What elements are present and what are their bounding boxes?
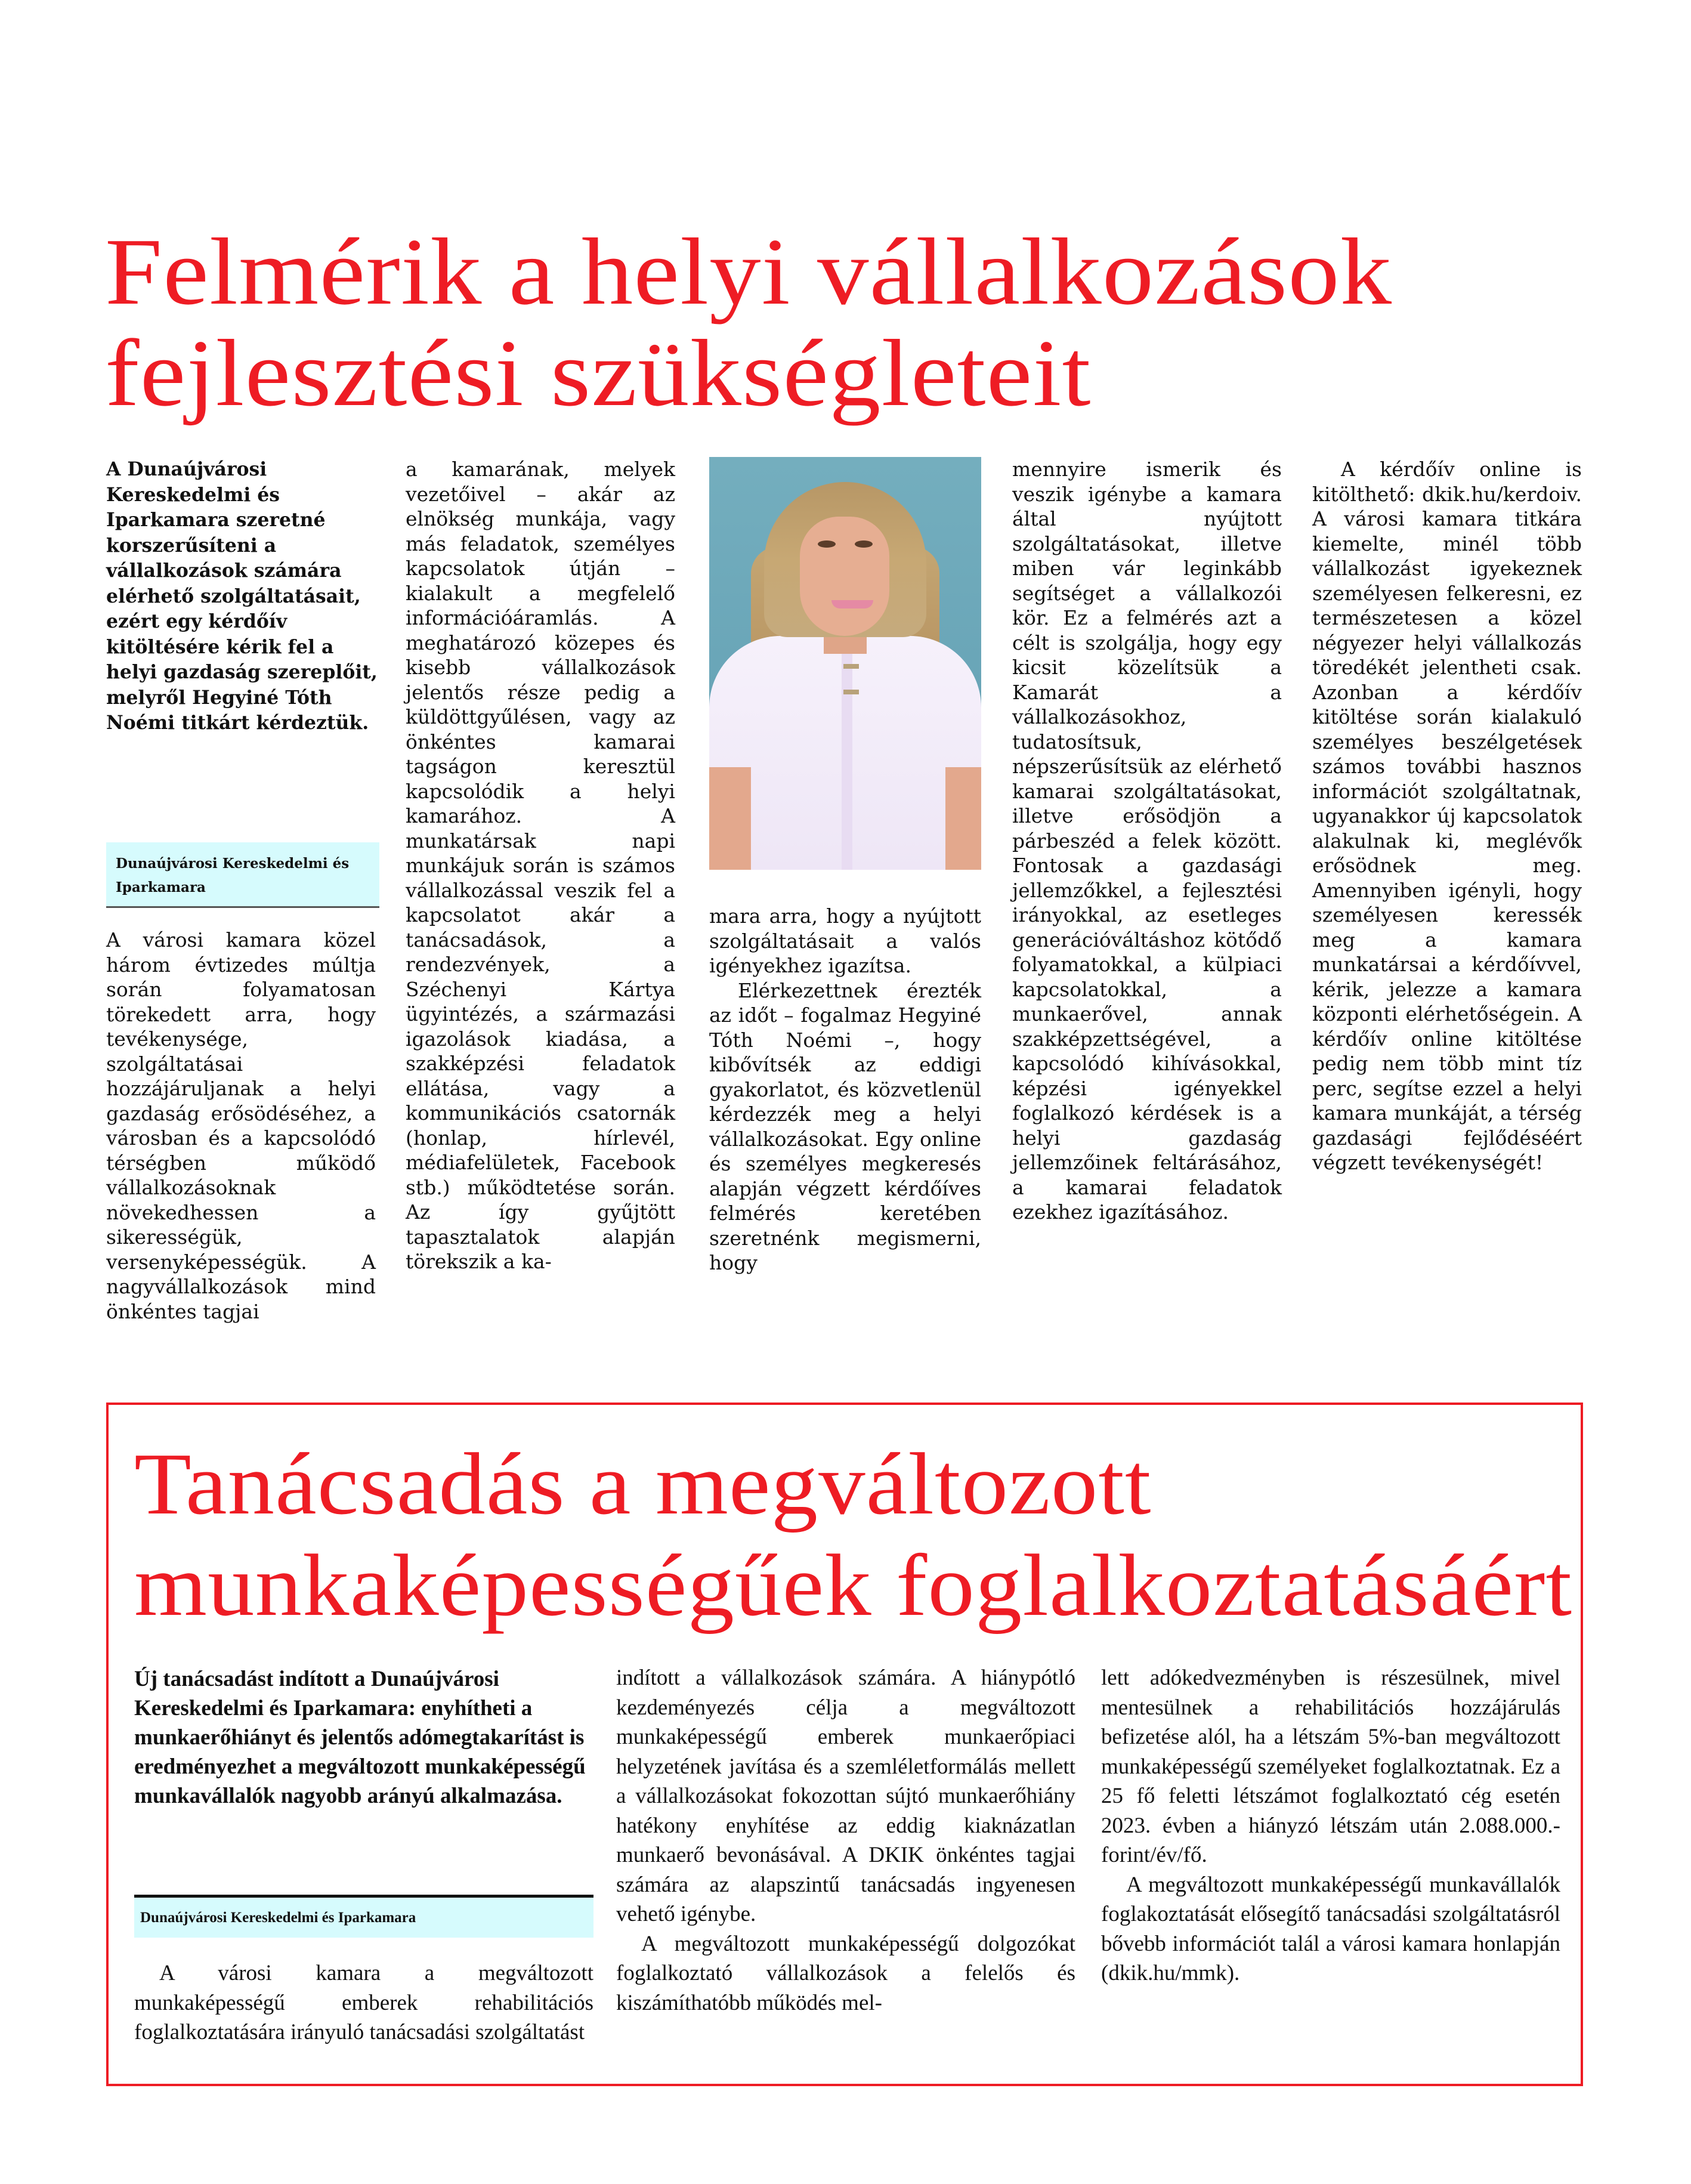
article1-lead: A Dunaújvárosi Kereskedelmi és Iparkamara szeretné korszerűsíteni a vállalkozások számára elérhető szolgáltatásait, ezért egy kérdőív kitöltésére kérik fel a helyi gazdaság szereplőit, melyről Hegyiné Tóth Noémi titkárt kérdeztük. [106,458,378,734]
article1-column-3 [709,904,981,1275]
photo-clasp [843,664,859,669]
article2-column-3 [1101,1663,1560,1988]
paragraph: A megváltozott munkaképességű dolgozókat foglalkoztató vállalkozások a felelős és kiszámíthatóbb működés mel- [616,1931,1075,2015]
photo-arm-left [709,767,751,870]
article2-lead: Új tanácsadást indított a Dunaújvárosi Kereskedelmi és Iparkamara: enyhítheti a munkaerőhiányt és jelentős adómegtakarítást is eredményezhet a megváltozott munkaképességű munkavállalók nagyobb arányú alkalmazása. [134,1667,586,1808]
article1-headline-line2: fejlesztési szükségleteit [105,320,1092,426]
article2-column-1 [134,1959,593,2047]
article1-column-1 [106,928,376,1324]
article1-column-4 [1012,457,1282,1225]
article1-byline: Dunaújvárosi Kereskedelmi és Iparkamara [106,842,379,908]
paragraph: A városi kamara közel három évtizedes múltja során folyamatosan törekedett arra, hogy tevékenysége, szolgáltatásai hozzájáruljanak a helyi gazdaság erősödéséhez, a városban és a kapcsolódó térségben működő vállalkozásoknak növekedhessen a sikerességük, versenyképességük. A nagyvállalkozások mind önkéntes tagjai [106,928,376,1323]
article2-headline-line2: munkaképességűek foglalkoztatásáért [134,1537,1573,1635]
article1-headline-line1: Felmérik a helyi vállalkozások [105,218,1393,325]
paragraph: Elérkezettnek érezték az időt – fogalmaz Hegyiné Tóth Noémi –, hogy kibővítsék az eddigi gyakorlatot, és közvetlenül kérdezzék meg a helyi vállalkozásokat. Egy online és személyes megkeresés alapján végzett kérdőíves felmérés keretében szeretnénk megismerni, hogy [709,978,981,1274]
paragraph: A megváltozott munkaképességű munkavállalók foglakoztatását elősegítő tanácsadási szolgáltatásról bővebb információt talál a városi kamara honlapján (dkik.hu/mmk). [1101,1872,1560,1985]
article1-column-2 [406,457,675,1274]
paragraph: a kamarának, melyek vezetőivel – akár az elnökség munkája, vagy más feladatok, személyes kapcsolatok útján – kialakult a megfelelő információáramlás. A meghatározó közepes és kisebb vállalkozások jelentős része pedig a küldöttgyűlésen, vagy az önkéntes kamarai tagságon keresztül kapcsolódik a helyi kamarához. A munkatársak napi munkájuk során is számos vállalkozással veszik fel a kapcsolatot akár a tanácsadások, a rendezvények, a Széchenyi Kártya ügyintézés, a származási igazolások kiadása, a szakképzési feladatok ellátása, vagy a kommunikációs csatornák (honlap, hírlevél, médiafelületek, Facebook stb.) működtetése során. Az így gyűjtött tapasztalatok alapján törekszik a ka- [406,458,675,1273]
photo-placket [842,654,852,870]
paragraph: lett adókedvezményben is részesülnek, mivel mentesülnek a rehabilitációs hozzájárulás befizetése alól, ha a létszám 5%-ban megváltozott munkaképességű személyeket foglalkoztatnak. Ez a 25 fő feletti létszámot foglalkoztató cég esetén 2023. évben a hiányzó létszám után 2.088.000.- forint/év/fő. [1101,1666,1560,1867]
photo-arm-right [945,767,981,870]
article2-byline: Dunaújvárosi Kereskedelmi és Iparkamara [134,1895,593,1938]
photo-mouth [831,600,873,608]
article1-column-5 [1312,457,1582,1175]
photo-eye [818,540,836,548]
photo-eye [855,540,873,548]
portrait-photo [709,457,981,870]
paragraph: A kérdőív online is kitölthető: dkik.hu/kerdoiv. A városi kamara titkára kiemelte, minél több vállalkozást igyekeznek személyesen felkeresni, ez természetesen a közel négyezer helyi vállalkozás töredékét jelentheti csak. Azonban a kérdőív kitöltése során kialakuló személyes beszélgetések számos további hasznos információt szolgáltatnak, ugyanakkor új kapcsolatok alakulnak ki, meglévők erősödnek meg. Amennyiben igényli, hogy személyesen keressék meg a kamara munkatársai a kérdőívvel, kérik, jelezze a kamara központi elérhetőségein. A kérdőív online kitöltése pedig nem több mint tíz perc, segítse ezzel a helyi kamara munkáját, a térség gazdasági fejlődéséért végzett tevékenységét! [1312,458,1582,1174]
paragraph: mara arra, hogy a nyújtott szolgáltatásait a valós igényekhez igazítsa. [709,904,981,977]
article2-headline-line1: Tanácsadás a megváltozott [134,1435,1152,1533]
paragraph: mennyire ismerik és veszik igénybe a kamara által nyújtott szolgáltatásokat, illetve miben vár leginkább segítséget a vállalkozói kör. Ez a felmérés azt a célt is szolgálja, hogy egy kicsit közelítsük a Kamarát a vállalkozásokhoz, tudatosítsuk, népszerűsítsük az elérhető kamarai szolgáltatásokat, illetve erősödjön a párbeszéd a felek között. Fontosak a gazdasági jellemzőkkel, a fejlesztési irányokkal, az esetleges generációváltáshoz kötődő folyamatokkal, a külpiaci kapcsolatokkal, a munkaerővel, annak szakképzettségével, a kapcsolódó kihívásokkal, képzési igényekkel foglalkozó kérdések is a helyi gazdaság jellemzőinek feltárásához, a kamarai feladatok ezekhez igazításához. [1012,458,1282,1224]
article2-column-2 [616,1663,1075,2018]
photo-clasp [843,690,859,694]
paragraph: A városi kamara a megváltozott munkaképességű emberek rehabilitációs foglalkoztatására irányuló tanácsadási szolgáltatást [134,1961,593,2044]
paragraph: indított a vállalkozások számára. A hiánypótló kezdeményezés célja a megváltozott munkaképességű emberek munkaerőpiaci helyzetének javítása és a szemléletformálás mellett a vállalkozásokat fokozottan sújtó munkaerőhiány hatékony enyhítése az eddig kiaknázatlan munkaerő bevonásával. A DKIK önkéntes tagjai számára az alapszintű tanácsadás ingyenesen vehető igénybe. [616,1666,1075,1926]
photo-face [800,517,889,636]
